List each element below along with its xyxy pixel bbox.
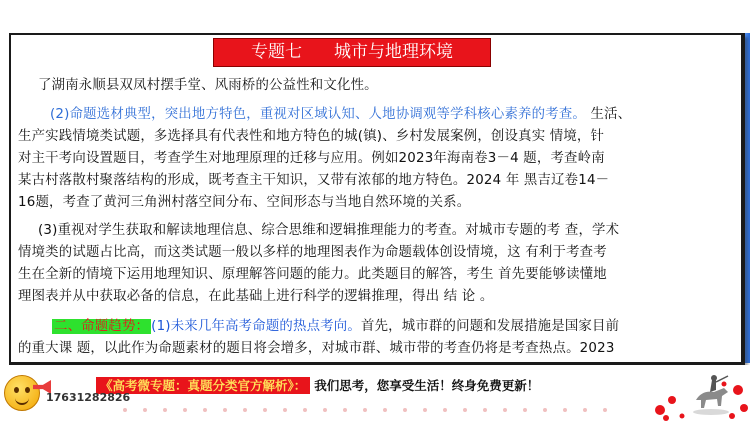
paragraph-line: 了湖南永顺县双凤村摆手堂、风雨桥的公益性和文化性。 (38, 78, 378, 93)
paragraph-text: 首先，城市群的问题和发展措施是国家目前 (360, 319, 620, 334)
footer-banner: 《高考微专题：真题分类官方解析》： (96, 377, 310, 394)
topic-number: 专题七 (251, 42, 302, 62)
paragraph-line (52, 315, 750, 334)
horse-rider-icon (688, 372, 734, 416)
paragraph-line: 某古村落散村聚落结构的形成，既考查主干知识，又带有浓郁的地方特色。2024 年 黑吉辽卷14－ (18, 173, 610, 188)
topic-title (213, 38, 491, 67)
paragraph-line: 生产实践情境类试题，多选择具有代表性和地方特色的城(镇)、乡村发展案例，创设真实 情境，针 (18, 129, 605, 144)
paragraph-line: 生在全新的情境下运用地理知识、原理解答问题的能力。此类题目的解答，考生 首先要能够读懂地 (18, 267, 607, 282)
paragraph-line: (3)重视对学生获取和解读地理信息、综合思维和逻辑推理能力的考查。对城市专题的考 查，学术 (38, 223, 620, 238)
footer-ad (96, 376, 539, 396)
paragraph-line: 对主干考向设置题目，考查学生对地理原理的迁移与应用。例如2023年海南卷3－4 题，考查岭南 (18, 151, 605, 166)
paragraph-line: 的重大课 题，以此作为命题素材的题目将会增多，对城市群、城市带的考查仍将是考查热点。2023 (18, 341, 615, 356)
contact-phone: 17631282826 (46, 391, 131, 404)
paragraph-line: 16题，考查了黄河三角洲村落空间分布、空间形态与当地自然环境的关系。 (18, 195, 471, 210)
emphasis-text: (1)未来几年高考命题的热点考向。 (151, 319, 361, 334)
paragraph-text: 生活、 (586, 107, 632, 122)
paragraph-line: 理图表并从中获取必备的信息，在此基础上进行科学的逻辑推理，得出 结 论 。 (18, 289, 494, 304)
paragraph-line: 情境类的试题占比高，而这类试题一般以多样的地理图表作为命题载体创设情境，这 有利于考查考 (18, 245, 607, 260)
paragraph-line (50, 103, 750, 122)
section-tag: 二、命题趋势： (54, 319, 150, 334)
emphasis-text: (2)命题选材典型，突出地方特色，重视对区域认知、人地协调观等学科核心素养的考查。 (50, 107, 587, 122)
footer-slogan: 我们思考，您享受生活！终身免费更新！ (314, 378, 540, 393)
topic-name: 城市与地理环境 (334, 42, 453, 62)
dotted-decoration (120, 405, 620, 415)
smiley-icon (4, 375, 40, 411)
